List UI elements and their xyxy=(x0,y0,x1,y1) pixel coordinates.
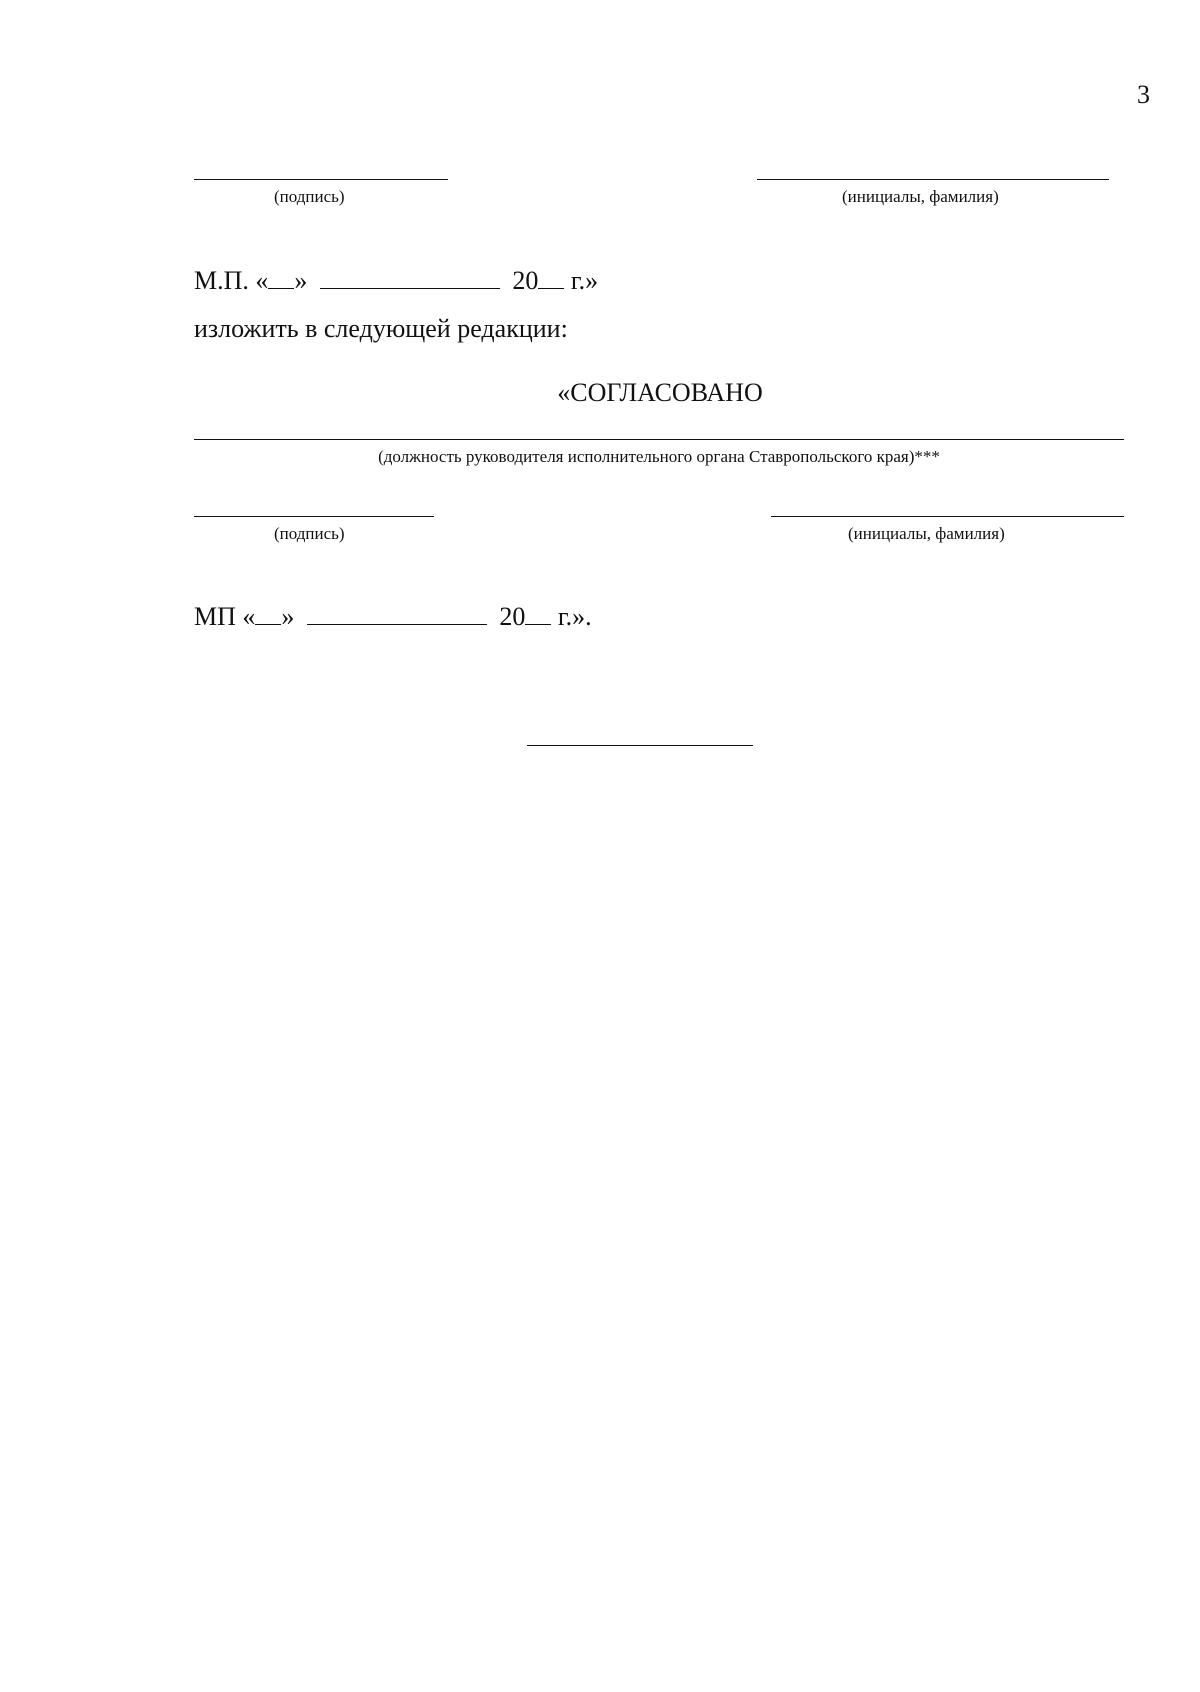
position-caption: (должность руководителя исполнительного органа Ставропольского края)*** xyxy=(378,447,940,466)
day-blank xyxy=(268,262,294,289)
quote-close: » xyxy=(294,266,308,295)
year-prefix: 20 xyxy=(512,266,539,295)
amend-text: изложить в следующей редакции: xyxy=(194,314,568,343)
name-line-2 xyxy=(771,516,1124,517)
name-line xyxy=(757,179,1109,180)
year-suffix-2: г.». xyxy=(557,602,592,631)
year-blank xyxy=(538,262,564,289)
name-caption: (инициалы, фамилия) xyxy=(842,187,999,206)
stamp-date-line-2 xyxy=(194,598,592,632)
day-blank-2 xyxy=(255,598,281,625)
stamp-date-line xyxy=(194,262,598,296)
end-separator-line xyxy=(527,745,753,746)
stamp-prefix: М.П. « xyxy=(194,266,269,295)
month-blank xyxy=(320,262,500,289)
year-suffix: г.» xyxy=(570,266,599,295)
signature-caption-2: (подпись) xyxy=(274,524,345,543)
stamp-prefix-2: МП « xyxy=(194,602,256,631)
year-prefix-2: 20 xyxy=(499,602,526,631)
agreed-title: «СОГЛАСОВАНО xyxy=(557,378,763,407)
name-caption-2: (инициалы, фамилия) xyxy=(848,524,1005,543)
signature-line xyxy=(194,179,448,180)
quote-close-2: » xyxy=(281,602,295,631)
signature-line-2 xyxy=(194,516,434,517)
page-number: 3 xyxy=(1137,80,1150,109)
signature-caption: (подпись) xyxy=(274,187,345,206)
month-blank-2 xyxy=(307,598,487,625)
year-blank-2 xyxy=(525,598,551,625)
position-line xyxy=(194,439,1124,440)
